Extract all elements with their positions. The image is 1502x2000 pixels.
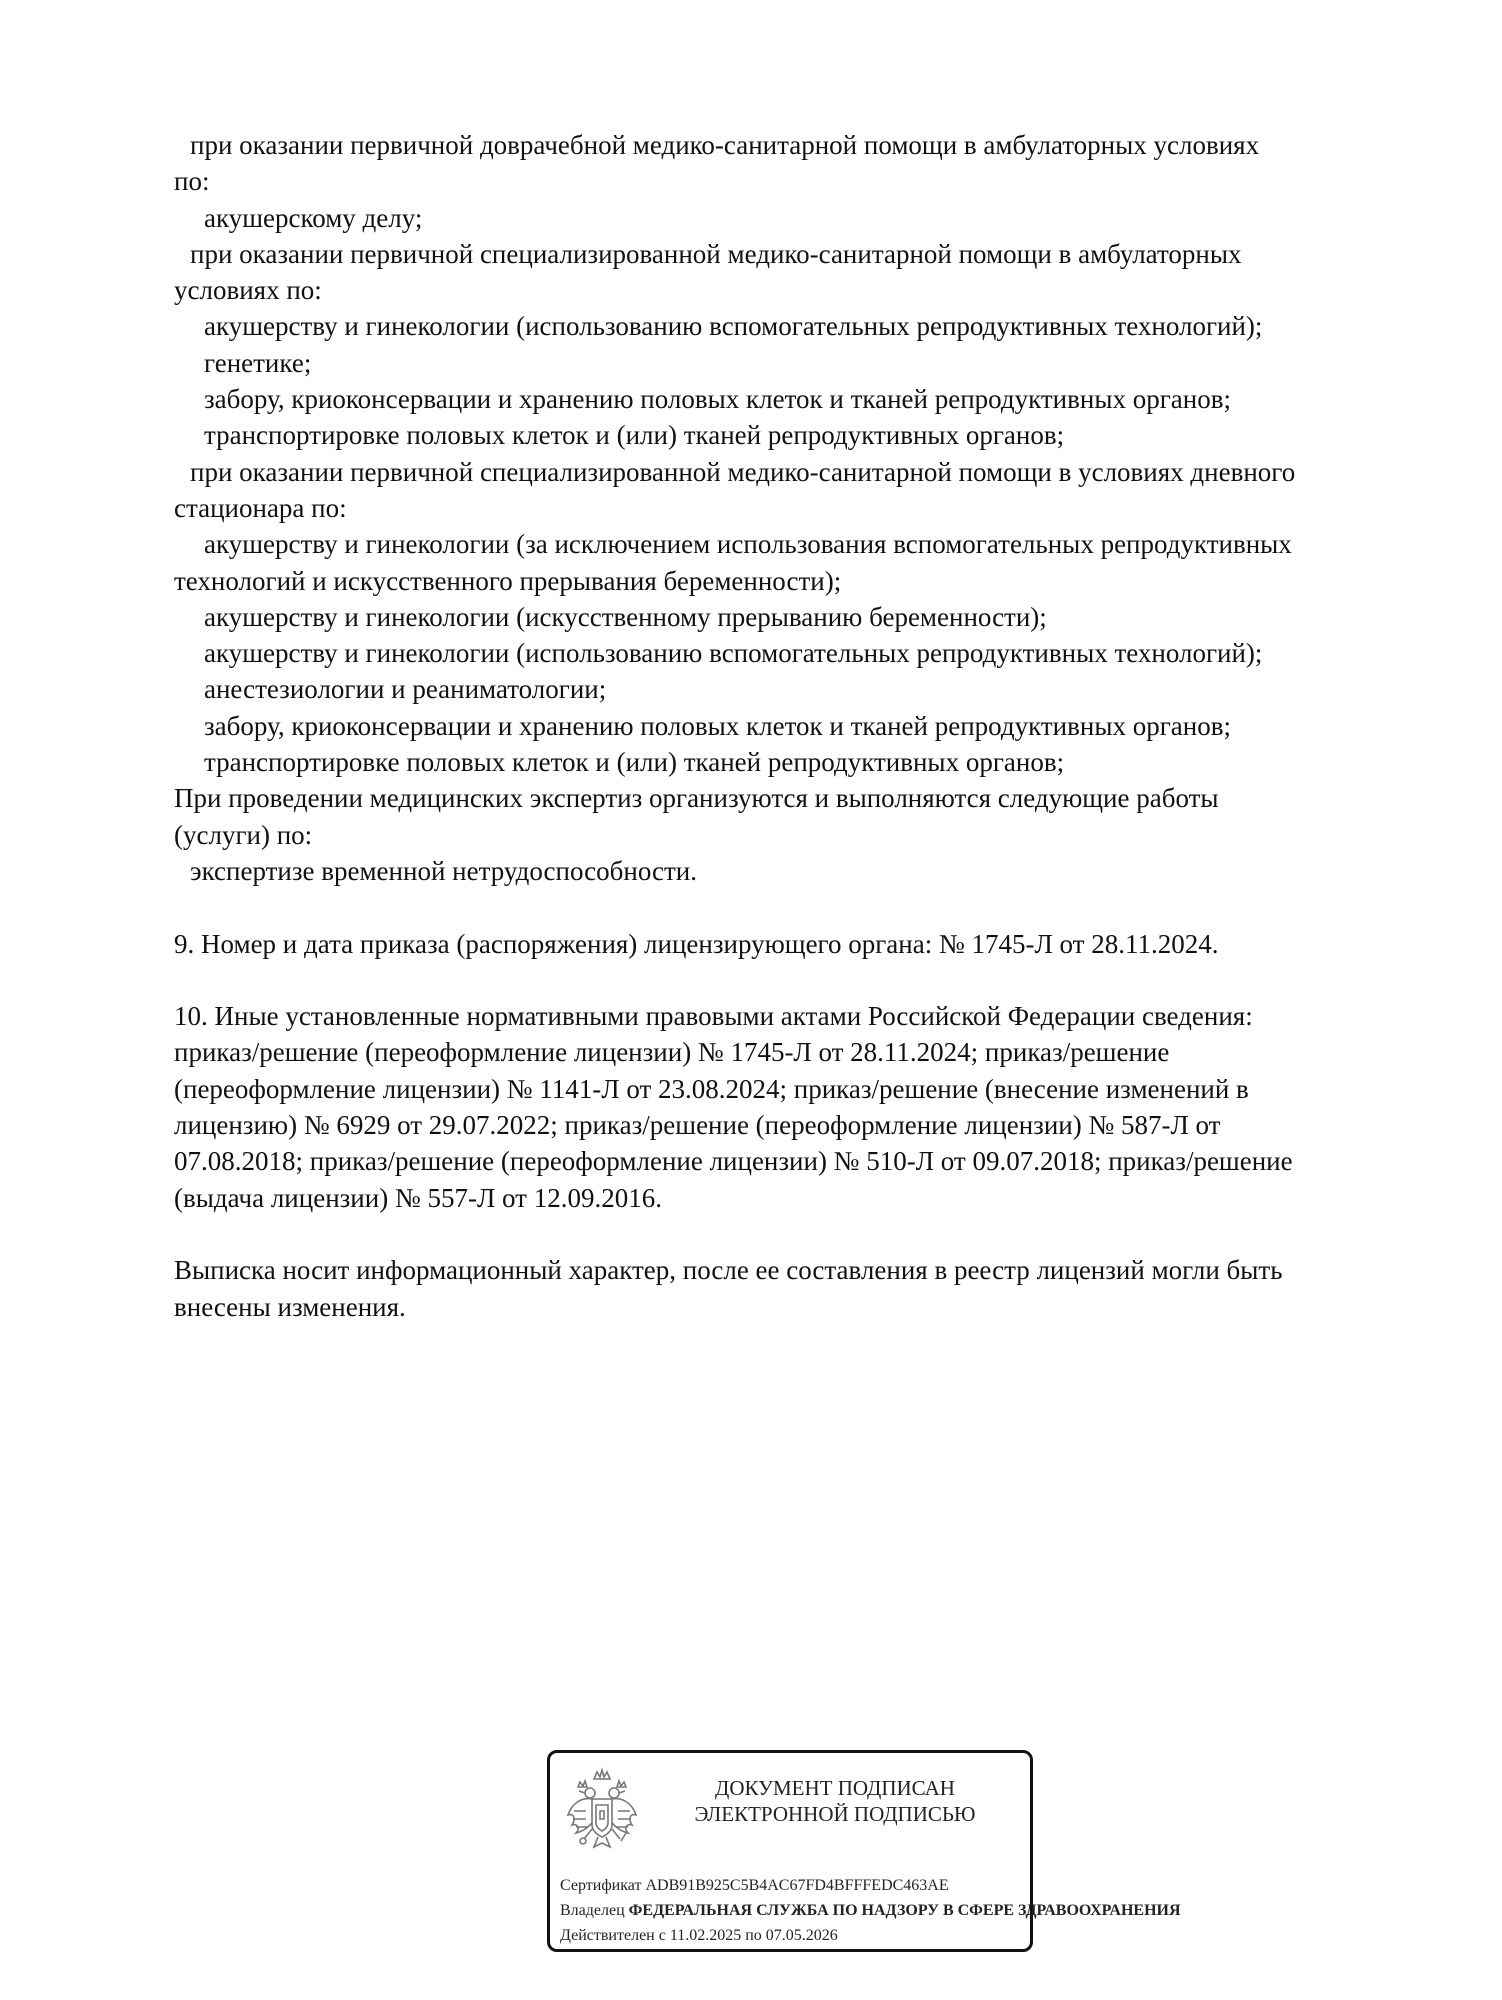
section-10-line: (переоформление лицензии) № 1141-Л от 23.08.2024; приказ/решение (внесение изменений в xyxy=(174,1073,1249,1104)
signature-details xyxy=(560,1873,1181,1948)
text-line: акушерству и гинекологии (использованию вспомогательных репродуктивных технологий); xyxy=(204,638,1263,669)
text-line: акушерству и гинекологии (за исключением использования вспомогательных репродуктивных xyxy=(204,529,1292,560)
section-9: 9. Номер и дата приказа (распоряжения) лицензирующего органа: № 1745-Л от 28.11.2024. xyxy=(174,928,1219,959)
certificate-value: ADB91B925C5B4AC67FD4BFFFEDC463AE xyxy=(645,1877,949,1894)
text-line: забору, криоконсервации и хранению половых клеток и тканей репродуктивных органов; xyxy=(204,710,1231,741)
text-line: при оказании первичной специализированной медико-санитарной помощи в амбулаторных xyxy=(190,238,1242,269)
section-10-line: приказ/решение (переоформление лицензии) № 1745-Л от 28.11.2024; приказ/решение xyxy=(174,1037,1170,1068)
text-line: (услуги) по: xyxy=(174,819,313,850)
text-line: генетике; xyxy=(204,347,312,378)
text-line: анестезиологии и реаниматологии; xyxy=(204,674,607,705)
paragraph-gap xyxy=(174,889,1414,925)
paragraph-gap xyxy=(174,962,1414,998)
paragraph-gap xyxy=(174,1216,1414,1252)
document-body xyxy=(174,127,1414,1325)
signature-title-line: ЭЛЕКТРОННОЙ ПОДПИСЬЮ xyxy=(694,1802,976,1826)
text-line: при оказании первичной специализированной медико-санитарной помощи в условиях дневного xyxy=(190,456,1296,487)
text-line: акушерству и гинекологии (искусственному прерыванию беременности); xyxy=(204,601,1047,632)
text-line: акушерству и гинекологии (использованию вспомогательных репродуктивных технологий); xyxy=(204,311,1263,342)
text-line: экспертизе временной нетрудоспособности. xyxy=(190,855,697,886)
text-line: акушерскому делу; xyxy=(204,202,423,233)
text-line: транспортировке половых клеток и (или) тканей репродуктивных органов; xyxy=(204,747,1065,778)
owner-label: Владелец xyxy=(560,1902,625,1919)
note-line: Выписка носит информационный характер, после ее составления в реестр лицензий могли быть xyxy=(174,1255,1283,1286)
text-line: стационара по: xyxy=(174,492,347,523)
certificate-row xyxy=(560,1873,1120,1898)
text-line: условиях по: xyxy=(174,275,322,306)
signature-title-line: ДОКУМЕНТ ПОДПИСАН xyxy=(715,1776,955,1800)
validity-row: Действителен с 11.02.2025 по 07.05.2026 xyxy=(560,1927,838,1944)
section-10-line: лицензию) № 6929 от 29.07.2022; приказ/решение (переоформление лицензии) № 587-Л от xyxy=(174,1110,1221,1141)
note-line: внесены изменения. xyxy=(174,1291,406,1322)
text-line: технологий и искусственного прерывания беременности); xyxy=(174,565,842,596)
certificate-label: Сертификат xyxy=(560,1877,642,1894)
owner-row xyxy=(560,1898,1181,1923)
section-10-line: 10. Иные установленные нормативными правовыми актами Российской Федерации сведения: xyxy=(174,1001,1253,1032)
text-line: При проведении медицинских экспертиз организуются и выполняются следующие работы xyxy=(174,783,1219,814)
text-line: забору, криоконсервации и хранению половых клеток и тканей репродуктивных органов; xyxy=(204,384,1231,415)
signature-title xyxy=(650,1775,1020,1827)
russian-coat-of-arms-icon xyxy=(564,1767,640,1855)
text-line: транспортировке половых клеток и (или) тканей репродуктивных органов; xyxy=(204,420,1065,451)
text-line: по: xyxy=(174,166,210,197)
section-10-line: (выдача лицензии) № 557-Л от 12.09.2016. xyxy=(174,1182,662,1213)
owner-value: ФЕДЕРАЛЬНАЯ СЛУЖБА ПО НАДЗОРУ В СФЕРЕ ЗДРАВООХРАНЕНИЯ xyxy=(628,1902,1181,1919)
electronic-signature-stamp xyxy=(547,1750,1181,1952)
section-10-line: 07.08.2018; приказ/решение (переоформление лицензии) № 510-Л от 09.07.2018; приказ/решение xyxy=(174,1146,1293,1177)
text-line: при оказании первичной доврачебной медико-санитарной помощи в амбулаторных условиях xyxy=(190,130,1260,160)
